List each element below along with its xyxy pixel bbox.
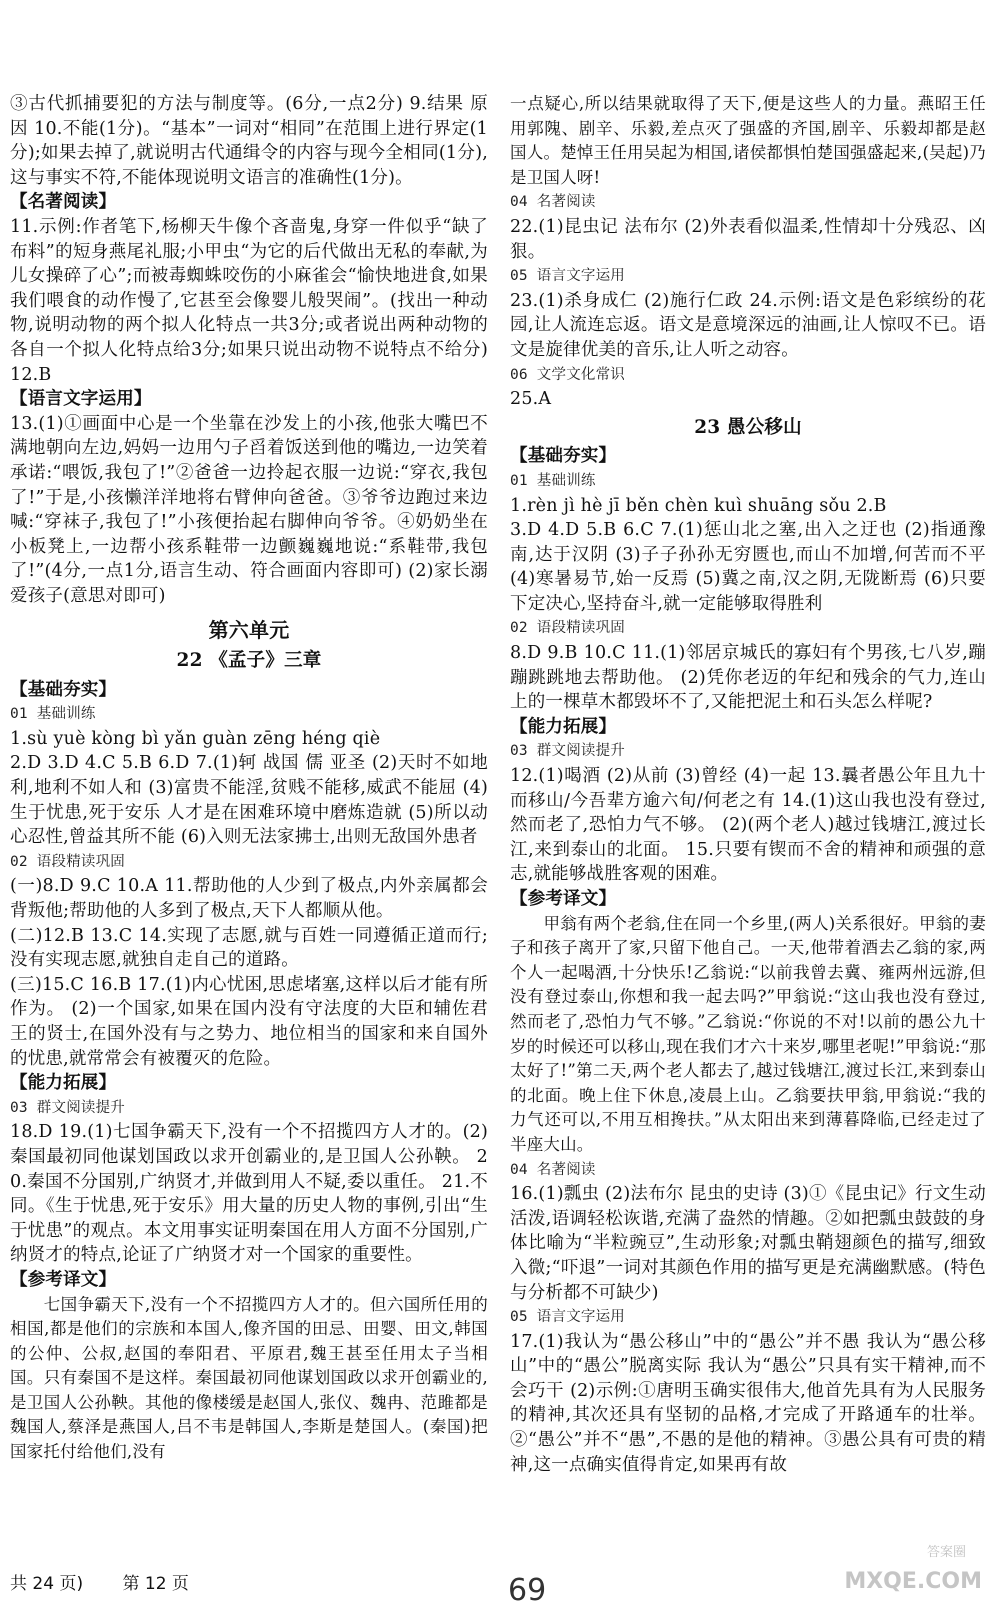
section-heading: 【参考译文】 [510,889,617,909]
answer-paragraph: 17.(1)我认为“愚公移山”中的“愚公”并不愚 我认为“愚公移山”中的“愚公”脱离实际 我认为“愚公”只具有实干精神,而不会巧干 (2)示例:①唐明玉确实很伟大,他首先具有为人民服务的精神,其次还具有坚韧的品格,才完成了开路通车的壮举。②“愚公”并不“愚”,不愚的是他的精神。③愚公具有可贵的精神,这一点确实值得肯定,如果再有故 [510,1331,986,1475]
answer-paragraph: 1.rèn jì hè jī běn chèn kuì shuāng sǒu 2.B [510,495,887,516]
answer-paragraph: 2.D 3.D 4.C 5.B 6.D 7.(1)轲 战国 儒 亚圣 (2)天时不如地利,地利不如人和 (3)富贵不能淫,贫贱不能移,威武不能屈 (4)生于忧患,死于安乐 人才是在困难环境中磨炼造就 (5)所以动心忍性,曾益其所不能 (6)入则无法家拂士,出则无敌国外患者 [10,753,488,848]
answer-paragraph: 22.(1)昆虫记 法布尔 (2)外表看似温柔,性情却十分残忍、凶狠。 [510,216,986,262]
subsection-heading: 02 语段精读巩固 [510,620,625,637]
unit-title: 第六单元 [208,618,290,643]
answer-paragraph: 18.D 19.(1)七国争霸天下,没有一个不招揽四方人才的。(2)秦国最初同他谋划国政以求开创霸业的,是卫国人公孙鞅。 20.秦国不分国别,广纳贤才,并做到用人不疑,委以重任。 21.不同。《生于忧患,死于安乐》用大量的历史人物的事例,引出“生于忧患”的观点。本文用事实证明秦国在用人方面不分国别,广纳贤才的特点,论证了广纳贤才对一个国家的重要性。 [10,1122,488,1266]
lesson-title: 22 《孟子》三章 [176,650,322,672]
watermark-sub: 答案圈 [926,1545,966,1560]
subsection-heading: 05 语言文字运用 [510,268,625,285]
section-heading: 【基础夯实】 [510,446,617,467]
watermark: MXQE.COM [844,1569,982,1594]
section-heading: 【参考译文】 [10,1269,117,1290]
answer-paragraph: 8.D 9.B 10.C 11.(1)邻居京城氏的寡妇有个男孩,七八岁,蹦蹦跳跳地去帮助他。 (2)凭你老迈的年纪和残余的气力,连山上的一棵草木都毁坏不了,又能把泥土和石头怎么样呢? [510,643,986,713]
page-number: 69 [508,1573,547,1608]
subsection-heading: 04 名著阅读 [510,194,596,211]
subsection-heading: 02 语段精读巩固 [10,853,125,870]
answer-paragraph: 23.(1)杀身成仁 (2)施行仁政 24.示例:语文是色彩缤纷的花园,让人流连忘返。语文是意境深远的油画,让人惊叹不已。语文是旋律优美的音乐,让人听之动容。 [510,290,986,360]
answer-paragraph: 11.示例:作者笔下,杨柳天牛像个吝啬鬼,身穿一件似乎“缺了布料”的短身燕尾礼服;小甲虫“为它的后代做出无私的奉献,为儿女操碎了心”;而被毒蜘蛛咬伤的小麻雀会“愉快地进食,如果我们喂食的动作慢了,它甚至会像婴儿般哭闹”。(找出一种动物,说明动物的两个拟人化特点一共3分;或者说出两种动物的各自一个拟人化特点给3分;如果只说出动物不说特点不给分) 12.B [10,216,488,385]
subsection-heading: 03 群文阅读提升 [510,743,625,760]
subsection-heading: 04 名著阅读 [510,1161,596,1178]
translation-paragraph: 甲翁有两个老翁,住在同一个乡里,(两人)关系很好。甲翁的妻子和孩子离开了家,只留下他自己。一天,他带着酒去乙翁的家,两个人一起喝酒,十分快乐!乙翁说:“以前我曾去冀、雍两州远游,但没有登过泰山,你想和我一起去吗?”甲翁说:“这山我也没有登过,然而老了,恐怕力气不够。”乙翁说:“你说的不对!以前的愚公九十岁的时候还可以移山,现在我们才六十来岁,哪里老呢!”甲翁说:“那太好了!”第二天,两个老人都去了,越过钱塘江,渡过长江,来到泰山的北面。晚上住下休息,凌晨上山。乙翁要扶甲翁,甲翁说:“我的力气还可以,不用互相搀扶。”从太阳出来到薄暮降临,已经走过了半座大山。 [510,913,986,1154]
total-pages: 共 24 页) [10,1574,84,1594]
subsection-heading: 05 语言文字运用 [510,1309,625,1326]
answer-paragraph: (一)8.D 9.C 10.A 11.帮助他的人少到了极点,内外亲属都会背叛他;帮助他的人多到了极点,天下人都顺从他。 [10,876,488,921]
subsection-heading: 06 文学文化常识 [510,366,625,383]
section-heading: 【基础夯实】 [10,679,117,700]
section-heading: 【能力拓展】 [510,716,617,737]
left-column [10,92,488,1465]
translation-paragraph: 七国争霸天下,没有一个不招揽四方人才的。但六国所任用的相国,都是他们的宗族和本国人,像齐国的田忌、田婴、田文,韩国的公仲、公叔,赵国的奉阳君、平原君,魏王甚至任用太子当相国。只有秦国不是这样。秦国最初同他谋划国政以求开创霸业的,是卫国人公孙鞅。其他的像楼缓是赵国人,张仪、魏冉、范雎都是魏国人,蔡泽是燕国人,吕不韦是韩国人,李斯是楚国人。(秦国)把国家托付给他们,没有 [10,1294,488,1462]
subsection-heading: 03 群文阅读提升 [10,1099,125,1116]
section-heading: 【语言文字运用】 [10,389,152,410]
answer-paragraph: 25.A [510,389,552,410]
answer-paragraph: (二)12.B 13.C 14.实现了志愿,就与百姓一同遵循正道而行;没有实现志愿,就独自走自己的道路。 [10,925,488,971]
translation-paragraph: 一点疑心,所以结果就取得了天下,便是这些人的力量。燕昭王任用郭隗、剧辛、乐毅,差点灭了强盛的齐国,剧辛、乐毅却都是赵国人。楚悼王任用吴起为相国,诸侯都惧怕楚国强盛起来,(吴起)乃是卫国人呀! [510,94,986,187]
answer-paragraph: ③古代抓捕要犯的方法与制度等。(6分,一点2分) 9.结果 原因 10.不能(1分)。“基本”一词对“相同”在范围上进行界定(1分);如果去掉了,就说明古代通缉令的内容与现今全相同(1分),这与事实不符,不能体现说明文语言的准确性(1分)。 [10,94,488,188]
answer-paragraph: 3.D 4.D 5.B 6.C 7.(1)惩山北之塞,出入之迂也 (2)指通豫南,达于汉阴 (3)子子孙孙无穷匮也,而山不加增,何苦而不平 (4)寒暑易节,始一反焉 (5)冀之南,汉之阴,无陇断焉 (6)只要下定决心,坚持奋斗,就一定能够取得胜利 [510,520,986,614]
page-footer [10,1569,223,1594]
section-heading: 【能力拓展】 [10,1073,117,1094]
answer-paragraph: 1.sù yuè kòng bì yǎn guàn zēng héng qiè [10,728,381,749]
subsection-heading: 01 基础训练 [510,472,596,489]
answer-paragraph: (三)15.C 16.B 17.(1)内心忧困,思虑堵塞,这样以后才能有所作为。 (2)一个国家,如果在国内没有守法度的大臣和辅佐君王的贤士,在国外没有与之势力、地位相当的国家和来自国外的忧患,就常常会有被覆灭的危险。 [10,974,488,1069]
lesson-title: 23 愚公移山 [694,416,802,438]
answer-paragraph: 13.(1)①画面中心是一个坐靠在沙发上的小孩,他张大嘴巴不满地朝向左边,妈妈一边用勺子舀着饭送到他的嘴边,一边笑着承诺:“喂饭,我包了!”②爸爸一边拎起衣服一边说:“穿衣,我包了!”于是,小孩懒洋洋地将右臂伸向爸爸。③爷爷边跑过来边喊:“穿袜子,我包了!”小孩便抬起右脚伸向爷爷。④奶奶坐在小板凳上,一边帮小孩系鞋带一边颤巍巍地说:“系鞋带,我包了!”(4分,一点1分,语言生动、符合画面内容即可) (2)家长溺爱孩子(意思对即可) [10,413,488,606]
section-heading: 【名著阅读】 [10,192,117,213]
answer-paragraph: 12.(1)喝酒 (2)从前 (3)曾经 (4)一起 13.曩者愚公年且九十而移山/今吾辈方逾六旬/何老之有 14.(1)这山我也没有登过,然而老了,恐怕力气不够。 (2)(两个老人)越过钱塘江,渡过长江,来到泰山的北面。 15.只要有锲而不舍的精神和顽强的意志,就能够战胜客观的困难。 [510,766,986,885]
answer-paragraph: 16.(1)瓢虫 (2)法布尔 昆虫的史诗 (3)①《昆虫记》行文生动活泼,语调轻松诙谐,充满了盎然的情趣。②如把瓢虫鼓鼓的身体比喻为“半粒豌豆”,生动形象;对瓢虫鞘翅颜色的描写,细致入微;“吓退”一词对其颜色作用的描写更是充满幽默感。(特色与分析都不可缺少) [510,1184,986,1303]
subsection-heading: 01 基础训练 [10,706,96,723]
current-page: 第 12 页 [122,1574,189,1594]
right-column [510,92,986,1477]
